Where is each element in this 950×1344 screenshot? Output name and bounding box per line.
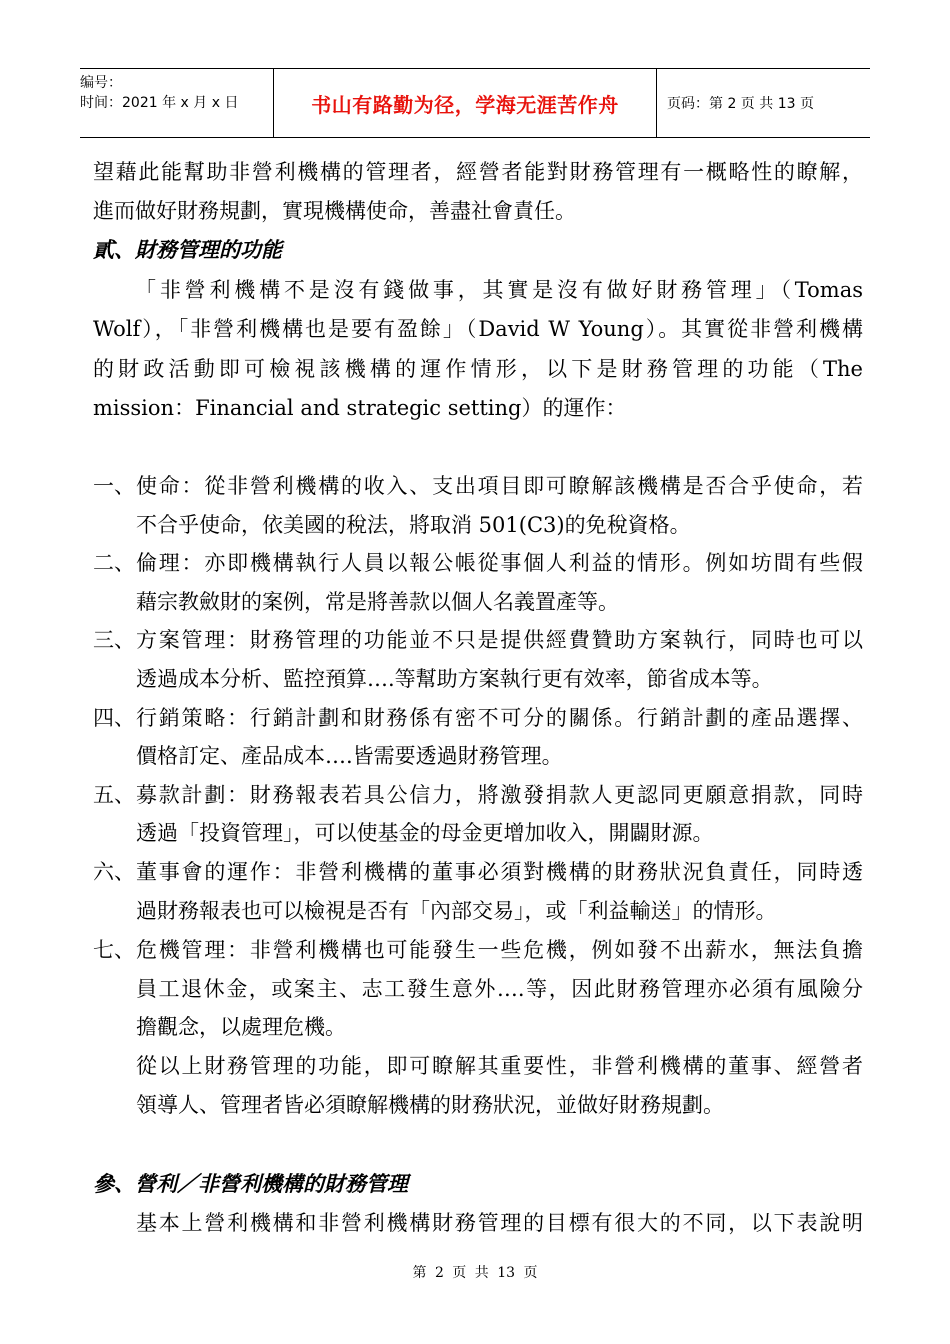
list-item: 藉宗教斂財的案例，常是將善款以個人名義置產等。 <box>136 590 619 614</box>
header-motto: 书山有路勤为径，学海无涯苦作舟 <box>273 69 657 137</box>
header-meta <box>80 69 273 137</box>
paragraph-line: 的財政活動即可檢視該機構的運作情形，以下是財務管理的功能（The <box>93 357 863 381</box>
list-item: 價格訂定、產品成本….皆需要透過財務管理。 <box>136 744 563 768</box>
list-number: 四、 <box>93 706 135 730</box>
list-item: 擔觀念，以處理危機。 <box>136 1015 346 1039</box>
list-number: 二、 <box>93 551 135 575</box>
page-footer: 第 2 页 共 13 页 <box>412 1265 538 1281</box>
paragraph-line: mission：Financial and strategic setting）的運作： <box>93 396 627 420</box>
list-number: 一、 <box>93 474 135 498</box>
list-number: 三、 <box>93 628 135 652</box>
list-item: 員工退休金，或案主、志工發生意外….等，因此財務管理亦必須有風險分 <box>136 977 863 1001</box>
conclusion-line: 領導人、管理者皆必須瞭解機構的財務狀況，並做好財務規劃。 <box>136 1093 724 1117</box>
list-item: 透過「投資管理」，可以使基金的母金更增加收入，開闢財源。 <box>136 821 714 845</box>
list-item: 方案管理：財務管理的功能並不只是提供經費贊助方案執行，同時也可以 <box>136 628 863 652</box>
list-item: 募款計劃：財務報表若具公信力，將激發捐款人更認同更願意捐款，同時 <box>136 783 863 807</box>
list-item: 危機管理：非營利機構也可能發生一些危機，例如發不出薪水，無法負擔 <box>136 938 863 962</box>
paragraph-line: 基本上營利機構和非營利機構財務管理的目標有很大的不同，以下表說明 <box>136 1211 863 1235</box>
document-number-label: 编号： <box>80 75 122 91</box>
list-number: 七、 <box>93 938 135 962</box>
list-item: 行銷策略：行銷計劃和財務係有密不可分的關係。行銷計劃的產品選擇、 <box>136 706 863 730</box>
list-item: 董事會的運作：非營利機構的董事必須對機構的財務狀況負責任，同時透 <box>136 860 863 884</box>
intro-line: 進而做好財務規劃，實現機構使命，善盡社會責任。 <box>93 199 576 223</box>
header-page-info: 页码：第 2 页 共 13 页 <box>667 96 814 112</box>
list-item: 透過成本分析、監控預算….等幫助方案執行更有效率，節省成本等。 <box>136 667 773 691</box>
list-item: 過財務報表也可以檢視是否有「內部交易」，或「利益輸送」的情形。 <box>136 899 777 923</box>
list-item: 不合乎使命，依美國的稅法，將取消 501(C3)的免稅資格。 <box>136 513 691 537</box>
document-date: 时间：2021 年 x 月 x 日 <box>80 95 239 111</box>
list-item: 倫理：亦即機構執行人員以報公帳從事個人利益的情形。例如坊間有些假 <box>136 551 863 575</box>
list-number: 六、 <box>93 860 135 884</box>
section-heading: 貳、財務管理的功能 <box>93 237 282 262</box>
intro-line: 望藉此能幫助非營利機構的管理者，經營者能對財務管理有一概略性的瞭解， <box>93 160 863 184</box>
page-header <box>80 68 870 138</box>
list-number: 五、 <box>93 783 135 807</box>
list-item: 使命：從非營利機構的收入、支出項目即可瞭解該機構是否合乎使命，若 <box>136 474 863 498</box>
section-heading: 參、營利／非營利機構的財務管理 <box>93 1171 408 1196</box>
conclusion-line: 從以上財務管理的功能，即可瞭解其重要性，非營利機構的董事、經營者 <box>136 1054 863 1078</box>
paragraph-line: Wolf），「非營利機構也是要有盈餘」（David W Young）。其實從非營利機構 <box>93 317 863 341</box>
paragraph-line: 「非營利機構不是沒有錢做事，其實是沒有做好財務管理」（Tomas <box>135 278 863 302</box>
